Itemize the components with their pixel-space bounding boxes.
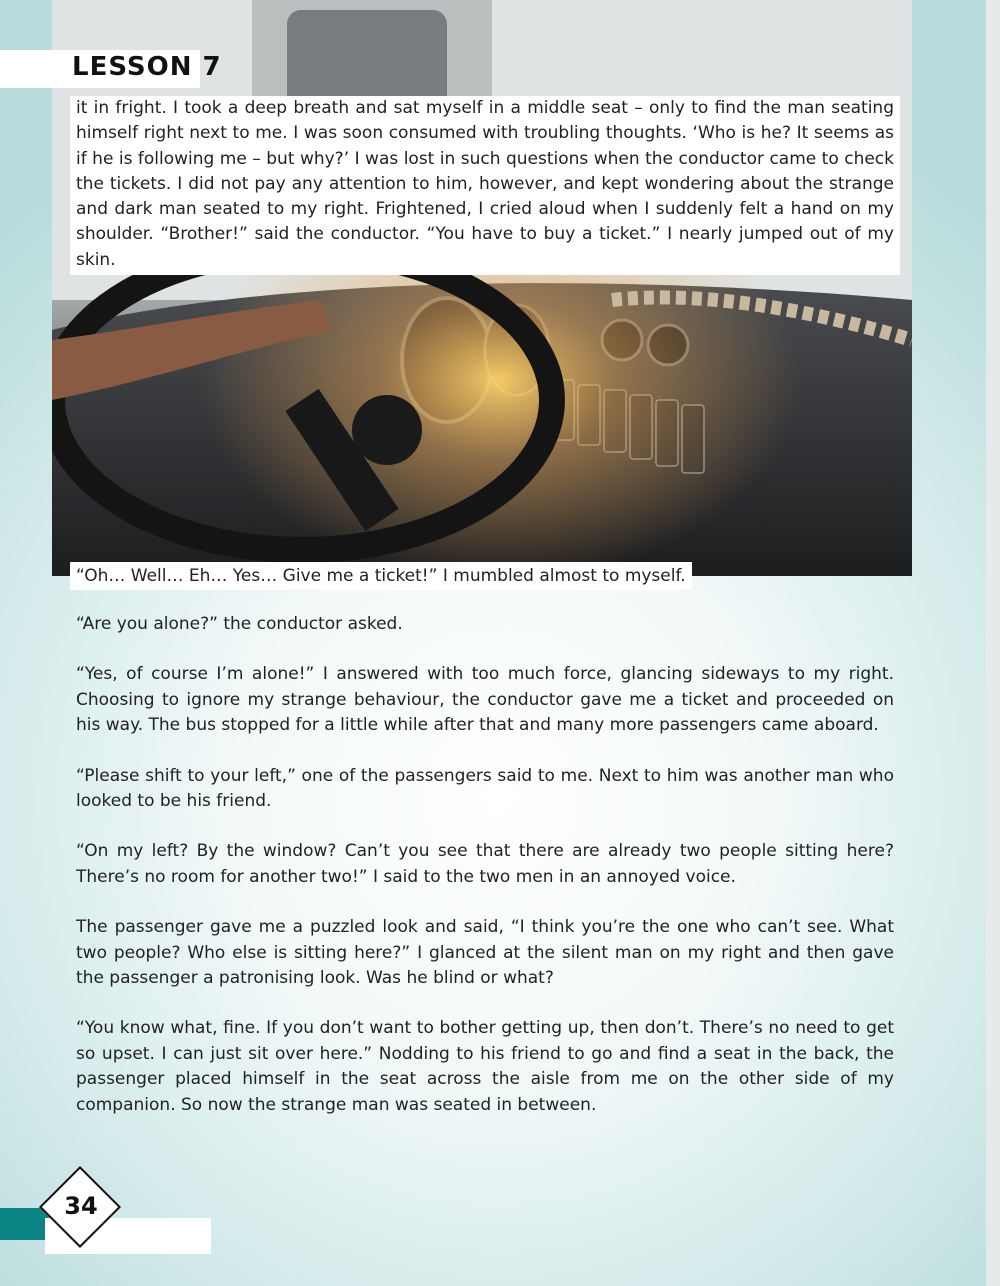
story-body — [76, 612, 894, 1143]
page-number: 34 — [64, 1192, 98, 1220]
story-paragraph: “You know what, fine. If you don’t want to bother getting up, then don’t. There’s no need to get so upset. I can just sit over here.” Nodding to his friend to go and find a seat in the back, the passenger placed himself in the seat across the aisle from me on the other side of my companion. So now the strange man was seated in between. — [76, 1018, 894, 1115]
lesson-title: LESSON 7 — [72, 52, 222, 82]
story-paragraph: The passenger gave me a puzzled look and said, “I think you’re the one who can’t see. What two people? Who else is sitting here?” I glanced at the silent man on my right and then gave the passenger a patronising look. Was he blind or what? — [76, 917, 894, 989]
story-paragraph: “Are you alone?” the conductor asked. — [76, 614, 403, 634]
top-text-box — [70, 96, 900, 275]
story-top-paragraph: it in fright. I took a deep breath and sat myself in a middle seat – only to find the man seating himself right next to me. I was soon consumed with troubling thoughts. ‘Who is he? It seems as if he is following me – but why?’ I was lost in such questions when the conductor came to check the tickets. I did not pay any attention to him, however, and kept wondering about the strange and dark man seated to my right. Frightened, I cried aloud when I suddenly felt a hand on my shoulder. “Brother!” said the conductor. “You have to buy a ticket.” I nearly jumped out of my skin. — [76, 98, 894, 270]
story-caption-line: “Oh… Well… Eh… Yes… Give me a ticket!” I mumbled almost to myself. — [70, 562, 692, 590]
story-paragraph: “On my left? By the window? Can’t you see that there are already two people sitting here? There’s no room for another two!” I said to the two men in an annoyed voice. — [76, 841, 894, 887]
story-paragraph: “Yes, of course I’m alone!” I answered with too much force, glancing sideways to my right. Choosing to ignore my strange behaviour, the conductor gave me a ticket and proceeded on his way. The bus stopped for a little while after that and many more passengers came aboard. — [76, 664, 894, 736]
story-paragraph: “Please shift to your left,” one of the passengers said to me. Next to him was another man who looked to be his friend. — [76, 765, 894, 812]
page-edge-strip — [986, 0, 1000, 1286]
